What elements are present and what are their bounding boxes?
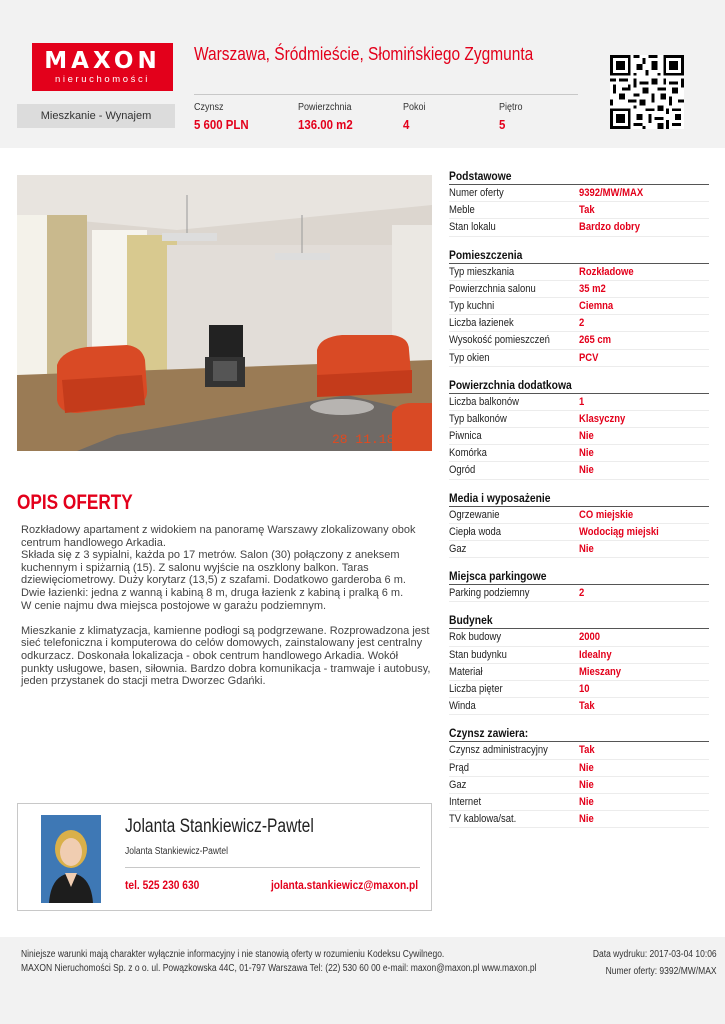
section-title: [449, 489, 709, 507]
section-title: [449, 567, 709, 585]
section-title: [449, 246, 709, 264]
detail-value: [579, 811, 596, 827]
detail-value: [579, 524, 672, 540]
detail-row: [449, 541, 709, 558]
stat-label: Powierzchnia: [298, 102, 352, 113]
detail-row: [449, 647, 709, 664]
offer-type-badge: Mieszkanie - Wynajem: [17, 104, 175, 128]
detail-key: [449, 411, 579, 427]
details-section: [449, 489, 709, 559]
detail-key: [449, 681, 579, 697]
detail-value: [579, 585, 585, 601]
detail-key-text: Stan lokalu: [449, 221, 496, 234]
detail-value: [579, 298, 619, 314]
detail-value-text: PCV: [579, 351, 599, 364]
detail-key: [449, 585, 579, 601]
maxon-logo[interactable]: [32, 43, 173, 91]
detail-key: [449, 664, 579, 680]
detail-value-text: Nie: [579, 543, 594, 555]
detail-value: [579, 264, 643, 280]
detail-row: [449, 681, 709, 698]
detail-key: [449, 281, 579, 297]
detail-value-text: 9392/MW/MAX: [579, 187, 644, 199]
detail-key-text: Liczba balkonów: [449, 395, 519, 408]
detail-key-text: Numer oferty: [449, 187, 504, 199]
detail-value-text: 2: [579, 587, 585, 600]
detail-value-text: Nie: [579, 447, 594, 460]
section-title-text: Budynek: [449, 613, 493, 628]
detail-value: [579, 541, 596, 557]
detail-value-text: 10: [579, 682, 590, 695]
stat-value: 4: [403, 117, 410, 132]
detail-value-text: Ciemna: [579, 299, 614, 312]
detail-key: [449, 350, 579, 366]
detail-key-text: Typ mieszkania: [449, 265, 515, 278]
detail-key: [449, 264, 579, 280]
detail-row: [449, 428, 709, 445]
detail-value-text: Nie: [579, 795, 594, 808]
detail-value: [579, 760, 596, 776]
detail-key-text: Stan budynku: [449, 648, 507, 661]
details-section: [449, 611, 709, 715]
detail-value-text: 1: [579, 395, 585, 408]
detail-value: [579, 681, 591, 697]
detail-row: [449, 742, 709, 759]
detail-key: [449, 219, 579, 235]
detail-key: [449, 394, 579, 410]
detail-key-text: Rok budowy: [449, 631, 502, 644]
section-title: [449, 611, 709, 629]
details-section: [449, 376, 709, 480]
detail-key-text: Parking podziemny: [449, 587, 530, 600]
detail-key: [449, 777, 579, 793]
detail-key: [449, 462, 579, 478]
detail-row: [449, 332, 709, 349]
details-section: [449, 567, 709, 602]
details-section: [449, 167, 709, 237]
details-panel: [449, 167, 709, 828]
offer-title: Warszawa, Śródmieście, Słomińskiego Zygmunta: [194, 44, 534, 64]
detail-value-text: Mieszany: [579, 665, 622, 678]
details-section: [449, 724, 709, 828]
detail-value-text: Nie: [579, 430, 594, 443]
detail-key: [449, 185, 579, 201]
detail-key-text: Typ okien: [449, 351, 490, 364]
agent-name: Jolanta Stankiewicz-Pawtel: [125, 816, 314, 837]
detail-value-text: 2: [579, 317, 585, 330]
detail-value: [579, 507, 642, 523]
detail-key: [449, 794, 579, 810]
footer-company-info: MAXON Nieruchomości Sp. z o o. ul. Powązkowska 44C, 01-797 Warszawa Tel: (22) 530 60 00 e-mail: maxon@maxon.pl www.maxon.pl: [21, 963, 537, 974]
detail-key-text: Typ kuchni: [449, 299, 495, 312]
detail-key: [449, 541, 579, 557]
detail-value: [579, 445, 596, 461]
detail-row: [449, 760, 709, 777]
detail-value: [579, 742, 597, 758]
detail-value-text: Nie: [579, 464, 594, 477]
detail-row: [449, 411, 709, 428]
detail-key: [449, 298, 579, 314]
description-paragraph: Rozkładowy apartament z widokiem na panoramę Warszawy zlokalizowany obok centrum handlowego Arkadia. Składa się z 3 sypialni, każda po 17 metrów. Salon (30) połączony z aneksem kuchennym i spiżarnią (15). Z salonu wyjście na oszklony balkon. Taras dziewięciometrowy. Duży korytarz (13,5) z szafami. Dodatkowo garderoba 6 m. Dwie łazienki: jedna z wanną i kabiną 8 m, druga łazienk z kabiną i pralką 6 m. W cenie najmu dwa miejsca postojowe w garażu podziemnym.: [21, 524, 416, 612]
footer-disclaimer: Niniejsze warunki mają charakter wyłącznie informacyjny i nie stanowią oferty w rozumieniu Kodeksu Cywilnego.: [21, 949, 445, 960]
detail-row: [449, 202, 709, 219]
detail-row: [449, 445, 709, 462]
detail-key-text: Gaz: [449, 778, 467, 791]
detail-value-text: Nie: [579, 813, 594, 826]
agent-subtitle: Jolanta Stankiewicz-Pawtel: [125, 846, 228, 857]
detail-key-text: Ogrzewanie: [449, 508, 500, 521]
detail-value-text: Klasyczny: [579, 412, 626, 425]
stat-label: Pokoi: [403, 102, 426, 113]
agent-phone-link[interactable]: tel. 525 230 630: [125, 878, 200, 892]
stat-rooms: [403, 102, 428, 132]
stat-floor: [499, 102, 525, 132]
detail-value: [579, 394, 585, 410]
detail-value-text: 2000: [579, 631, 601, 644]
detail-value-text: Nie: [579, 778, 594, 791]
stat-rent: [194, 102, 256, 132]
detail-row: [449, 394, 709, 411]
detail-key: [449, 698, 579, 714]
detail-value-text: Nie: [579, 761, 594, 774]
logo-sub-text: nieruchomości: [54, 74, 151, 85]
detail-value-text: Bardzo dobry: [579, 221, 640, 234]
detail-value-text: CO miejskie: [579, 508, 634, 521]
detail-row: [449, 524, 709, 541]
apartment-photo[interactable]: [17, 175, 432, 451]
description-body: [21, 524, 433, 700]
detail-value: [579, 664, 628, 680]
detail-row: [449, 811, 709, 828]
detail-key-text: Wysokość pomieszczeń: [449, 334, 550, 347]
detail-key-text: Internet: [449, 795, 482, 808]
detail-key: [449, 760, 579, 776]
detail-key: [449, 507, 579, 523]
detail-key: [449, 202, 579, 218]
detail-value-text: Wodociąg miejski: [579, 525, 659, 538]
detail-value-text: Tak: [579, 744, 595, 757]
detail-key-text: Liczba łazienek: [449, 317, 514, 330]
detail-value: [579, 219, 650, 235]
photo-date-stamp: 28 11.18: [332, 432, 395, 447]
detail-key: [449, 332, 579, 348]
section-title: [449, 724, 709, 742]
detail-key-text: Piwnica: [449, 430, 482, 443]
detail-key-text: Czynsz administracyjny: [449, 744, 548, 757]
detail-key-text: Meble: [449, 204, 475, 217]
detail-value: [579, 794, 596, 810]
footer: [0, 937, 725, 1024]
detail-key-text: Powierzchnia salonu: [449, 282, 536, 295]
stat-label: Czynsz: [194, 102, 224, 113]
detail-value: [579, 629, 603, 645]
detail-value-text: Tak: [579, 204, 595, 217]
detail-value: [579, 647, 617, 663]
section-title: [449, 376, 709, 394]
detail-key: [449, 315, 579, 331]
logo-main-text: MAXON: [44, 48, 161, 74]
detail-key-text: Liczba pięter: [449, 682, 503, 695]
detail-key: [449, 445, 579, 461]
detail-row: [449, 185, 709, 202]
detail-key: [449, 428, 579, 444]
detail-row: [449, 219, 709, 236]
agent-divider: [125, 867, 420, 868]
detail-row: [449, 281, 709, 298]
detail-row: [449, 698, 709, 715]
section-title-text: Podstawowe: [449, 169, 512, 183]
detail-key-text: Prąd: [449, 761, 469, 774]
detail-key: [449, 524, 579, 540]
details-section: [449, 246, 709, 367]
section-title-text: Media i wyposażenie: [449, 490, 551, 505]
detail-value-text: Rozkładowe: [579, 265, 634, 278]
section-title-text: Powierzchnia dodatkowa: [449, 377, 572, 392]
detail-value-text: Idealny: [579, 648, 612, 661]
description-title: OPIS OFERTY: [17, 491, 133, 514]
detail-value: [579, 428, 596, 444]
detail-value: [579, 281, 610, 297]
detail-key-text: Materiał: [449, 665, 483, 678]
stat-value: 5: [499, 117, 506, 132]
detail-value-text: Tak: [579, 700, 595, 713]
detail-value: [579, 777, 596, 793]
section-title-text: Miejsca parkingowe: [449, 569, 547, 584]
detail-key: [449, 647, 579, 663]
detail-value: [579, 462, 596, 478]
stat-value: 5 600 PLN: [194, 117, 249, 132]
header: [0, 0, 725, 148]
footer-offer-number: Numer oferty: 9392/MW/MAX: [605, 966, 717, 977]
detail-key: [449, 742, 579, 758]
detail-value: [579, 185, 654, 201]
detail-value-text: 265 cm: [579, 334, 612, 347]
detail-key-text: Typ balkonów: [449, 412, 507, 425]
stat-value: 136.00 m2: [298, 117, 353, 132]
description-paragraph: Mieszkanie z klimatyzacja, kamienne podłogi są podgrzewane. Rozprowadzona jest sieć telefoniczna i komputerowa do celów domowych, zainstalowany jest centralny odkurzacz. Doskonała lokalizacja - obok centrum handlowego Arkadia. Wokół punkty usługowe, basen, siłownia. Bardzo dobra komunikacja - tramwaje i autobusy, jeden przystanek do stacji metra Dworzec Gdańki.: [21, 624, 431, 688]
section-title: [449, 167, 709, 185]
agent-card: [17, 803, 432, 911]
section-title-text: Pomieszczenia: [449, 247, 523, 262]
detail-row: [449, 664, 709, 681]
detail-row: [449, 585, 709, 602]
detail-value-text: 35 m2: [579, 282, 606, 295]
detail-value: [579, 350, 602, 366]
detail-key-text: Ciepła woda: [449, 525, 502, 538]
detail-row: [449, 462, 709, 479]
detail-row: [449, 315, 709, 332]
stat-label: Piętro: [499, 102, 523, 113]
detail-key-text: Ogród: [449, 464, 476, 477]
stat-area: [298, 102, 360, 132]
detail-key-text: Komórka: [449, 447, 487, 460]
detail-key-text: TV kablowa/sat.: [449, 813, 517, 826]
detail-row: [449, 264, 709, 281]
detail-row: [449, 350, 709, 367]
detail-value: [579, 315, 585, 331]
detail-value: [579, 411, 633, 427]
detail-row: [449, 507, 709, 524]
footer-print-date: Data wydruku: 2017-03-04 10:06: [593, 949, 717, 960]
detail-key: [449, 629, 579, 645]
agent-portrait: [41, 815, 101, 903]
detail-row: [449, 298, 709, 315]
detail-row: [449, 629, 709, 646]
detail-row: [449, 777, 709, 794]
qr-code-icon[interactable]: [610, 55, 684, 129]
title-divider: [194, 94, 578, 95]
detail-key: [449, 811, 579, 827]
detail-key-text: Winda: [449, 700, 476, 713]
agent-email-link[interactable]: jolanta.stankiewicz@maxon.pl: [270, 878, 418, 892]
detail-value: [579, 698, 597, 714]
section-title-text: Czynsz zawiera:: [449, 726, 529, 741]
detail-row: [449, 794, 709, 811]
detail-value: [579, 332, 616, 348]
detail-key-text: Gaz: [449, 543, 467, 555]
detail-value: [579, 202, 597, 218]
